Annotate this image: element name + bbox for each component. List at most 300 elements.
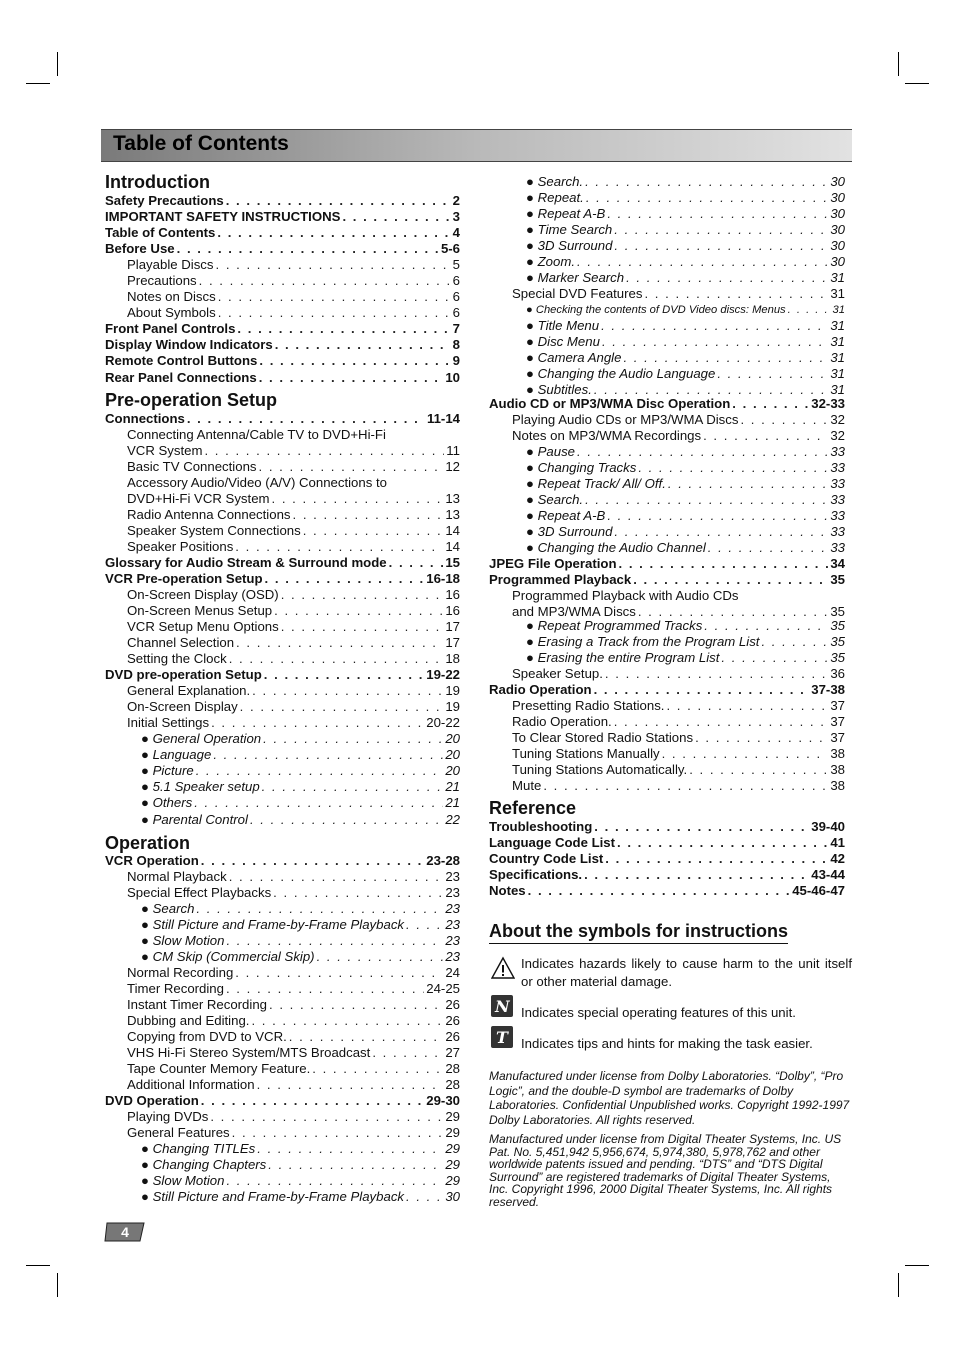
- toc-entry-title: ● Checking the contents of DVD Video discs: Menus: [526, 304, 786, 316]
- dot-leader: [372, 1045, 443, 1061]
- toc-entry-title: VCR Pre-operation Setup: [105, 571, 263, 586]
- tip-text: Indicates tips and hints for making the task easier.: [521, 1036, 813, 1051]
- toc-entry-page: 26: [445, 1029, 460, 1044]
- toc-entry-page: 23: [445, 901, 460, 916]
- toc-entry-page: 24-25: [426, 981, 460, 996]
- toc-entry[interactable]: [105, 853, 460, 869]
- toc-entry-title: ● Erasing the entire Program List: [526, 650, 720, 665]
- toc-entry[interactable]: [127, 523, 460, 539]
- toc-entry[interactable]: [105, 667, 460, 683]
- toc-entry-page: 31: [830, 350, 845, 365]
- toc-entry-title: Initial Settings: [127, 715, 210, 730]
- toc-entry[interactable]: [127, 1125, 460, 1141]
- toc-entry[interactable]: [141, 901, 460, 917]
- dot-leader: [666, 698, 828, 714]
- toc-entry-title: and MP3/WMA Discs: [512, 604, 636, 619]
- toc-entry[interactable]: [141, 1141, 460, 1157]
- tip-icon: [491, 1026, 513, 1048]
- toc-entry-title: Basic TV Connections: [127, 459, 257, 474]
- toc-entry-page: 17: [445, 619, 460, 634]
- toc-entry[interactable]: [127, 273, 460, 289]
- toc-entry[interactable]: [526, 492, 845, 508]
- toc-entry-title: Precautions: [127, 273, 197, 288]
- toc-entry-title: Playing DVDs: [127, 1109, 209, 1124]
- dot-leader: [614, 714, 829, 730]
- toc-entry[interactable]: [141, 763, 460, 779]
- toc-entry-page: 2: [452, 193, 460, 208]
- toc-entry-title: ● Parental Control: [141, 812, 248, 827]
- toc-entry-page: 26: [445, 1013, 460, 1028]
- toc-entry-title: Notes: [489, 883, 526, 898]
- dot-leader: [585, 492, 828, 508]
- toc-entry[interactable]: [127, 1013, 460, 1029]
- toc-entry-page: 43-44: [811, 867, 845, 882]
- toc-entry[interactable]: [512, 714, 845, 730]
- toc-entry[interactable]: [105, 225, 460, 241]
- toc-entry[interactable]: [141, 917, 460, 933]
- toc-entry-title: ● Slow Motion: [141, 1173, 225, 1188]
- toc-entry-title: Radio Operation.: [512, 714, 612, 729]
- toc-entry-title: ● Changing the Audio Language: [526, 366, 716, 381]
- toc-entry-title: Rear Panel Connections: [105, 370, 257, 385]
- toc-entry[interactable]: [512, 286, 845, 302]
- dot-leader: [605, 666, 828, 682]
- toc-entry[interactable]: [105, 353, 460, 369]
- toc-entry-page: 14: [445, 539, 460, 554]
- toc-entry-title: General Explanation.: [127, 683, 251, 698]
- toc-entry-page: 33: [830, 508, 845, 523]
- toc-entry-page: 9: [452, 353, 460, 368]
- toc-entry-title: ● Changing Tracks: [526, 460, 637, 475]
- toc-entry[interactable]: [141, 1189, 460, 1205]
- toc-entry-title: ● Marker Search: [526, 270, 625, 285]
- toc-entry[interactable]: [141, 812, 460, 828]
- toc-entry[interactable]: [526, 174, 845, 190]
- toc-entry-title: Front Panel Controls: [105, 321, 236, 336]
- toc-entry-page: 10: [445, 370, 460, 385]
- toc-entry-page: 24: [445, 965, 460, 980]
- page-number: 4: [121, 1224, 129, 1240]
- dot-leader: [274, 603, 443, 619]
- toc-entry-page: 14: [445, 523, 460, 538]
- toc-entry-title: ● Changing the Audio Channel: [526, 540, 706, 555]
- toc-entry[interactable]: [127, 539, 460, 555]
- toc-entry-page: 11-14: [426, 411, 460, 426]
- toc-entry[interactable]: [127, 981, 460, 997]
- toc-entry[interactable]: [141, 1157, 460, 1173]
- crop-mark: [905, 83, 929, 84]
- toc-entry-page: 30: [830, 222, 845, 237]
- toc-entry-page: 15: [445, 555, 460, 570]
- toc-entry-page: 29-30: [426, 1093, 460, 1108]
- dot-leader: [619, 556, 829, 572]
- toc-entry-title: General Features: [127, 1125, 230, 1140]
- toc-entry-page: 30: [830, 190, 845, 205]
- toc-entry-title: Presetting Radio Stations.: [512, 698, 665, 713]
- toc-entry[interactable]: [105, 337, 460, 353]
- toc-entry[interactable]: [127, 619, 460, 635]
- toc-entry[interactable]: [526, 190, 845, 206]
- toc-entry-page: 22: [445, 812, 460, 827]
- note-text: Indicates special operating features of this unit.: [521, 1005, 796, 1020]
- toc-entry[interactable]: [526, 444, 845, 460]
- toc-entry[interactable]: [526, 634, 845, 650]
- toc-entry[interactable]: [526, 540, 845, 556]
- svg-text:N: N: [495, 997, 510, 1016]
- dot-leader: [226, 193, 451, 209]
- dot-leader: [662, 746, 829, 762]
- toc-entry[interactable]: [512, 698, 845, 714]
- toc-entry-page: 33: [830, 540, 845, 555]
- toc-entry-page: 29: [445, 1157, 460, 1172]
- toc-entry-title: ● Repeat.: [526, 190, 584, 205]
- toc-entry[interactable]: [105, 411, 460, 427]
- dot-leader: [638, 460, 828, 476]
- toc-entry-page: 20-22: [426, 715, 460, 730]
- toc-entry[interactable]: [141, 731, 460, 747]
- crop-mark: [57, 52, 58, 76]
- dot-leader: [194, 795, 443, 811]
- toc-entry[interactable]: [141, 795, 460, 811]
- dot-leader: [177, 241, 439, 257]
- dot-leader: [218, 289, 451, 305]
- dot-leader: [689, 762, 828, 778]
- dot-leader: [235, 539, 443, 555]
- dot-leader: [272, 491, 444, 507]
- dot-leader: [281, 587, 444, 603]
- toc-entry-page: 20: [445, 731, 460, 746]
- toc-entry-title: Special DVD Features: [512, 286, 643, 301]
- toc-entry[interactable]: [141, 779, 460, 795]
- toc-entry-page: 21: [445, 779, 460, 794]
- toc-entry[interactable]: [127, 587, 460, 603]
- toc-entry[interactable]: [526, 524, 845, 540]
- toc-entry-page: 28: [445, 1061, 460, 1076]
- toc-entry-page: 35: [830, 604, 845, 619]
- dot-leader: [281, 619, 444, 635]
- toc-entry-page: 13: [445, 491, 460, 506]
- dot-leader: [703, 428, 828, 444]
- dot-leader: [626, 270, 828, 286]
- toc-entry[interactable]: [105, 555, 460, 571]
- toc-entry[interactable]: [526, 350, 845, 366]
- toc-entry[interactable]: [526, 334, 845, 350]
- toc-entry[interactable]: [127, 305, 460, 321]
- toc-entry-page: 33: [830, 444, 845, 459]
- toc-entry[interactable]: [105, 321, 460, 337]
- toc-entry-title: Tuning Stations Manually: [512, 746, 660, 761]
- toc-entry[interactable]: [489, 682, 845, 698]
- toc-entry-page: 41: [830, 835, 845, 850]
- dot-leader: [602, 334, 828, 350]
- toc-entry-title: Language Code List: [489, 835, 616, 850]
- toc-entry[interactable]: [127, 965, 460, 981]
- toc-entry[interactable]: [526, 302, 845, 318]
- dot-leader: [235, 965, 443, 981]
- dot-leader: [607, 508, 828, 524]
- toc-entry[interactable]: [127, 715, 460, 731]
- crop-mark: [898, 1273, 899, 1297]
- toc-entry[interactable]: [141, 1173, 460, 1189]
- toc-entry-page: 35: [830, 650, 845, 665]
- dot-leader: [761, 634, 828, 650]
- crop-mark: [26, 1265, 50, 1266]
- toc-entry[interactable]: [526, 460, 845, 476]
- dot-leader: [257, 1141, 443, 1157]
- toc-entry-title: Copying from DVD to VCR.: [127, 1029, 287, 1044]
- toc-entry-page: 31: [830, 334, 845, 349]
- dot-leader: [240, 699, 444, 715]
- dot-leader: [226, 981, 424, 997]
- toc-entry-page: 35: [830, 618, 845, 633]
- dot-leader: [226, 933, 443, 949]
- warning-icon: [491, 956, 515, 980]
- dot-leader: [594, 682, 810, 698]
- toc-entry-title: ● Title Menu: [526, 318, 600, 333]
- toc-entry[interactable]: [512, 778, 845, 794]
- toc-entry[interactable]: [127, 289, 460, 305]
- toc-entry-title: IMPORTANT SAFETY INSTRUCTIONS: [105, 209, 341, 224]
- dot-leader: [577, 444, 828, 460]
- toc-entry[interactable]: [526, 206, 845, 222]
- toc-entry[interactable]: [489, 556, 845, 572]
- toc-entry[interactable]: [526, 650, 845, 666]
- toc-entry-page: 21: [445, 795, 460, 810]
- toc-entry-title: ● 5.1 Speaker setup: [141, 779, 260, 794]
- toc-entry-page: 13: [445, 507, 460, 522]
- dot-leader: [232, 1125, 444, 1141]
- toc-entry-title: Country Code List: [489, 851, 604, 866]
- toc-entry[interactable]: [489, 867, 845, 883]
- toc-entry[interactable]: [141, 747, 460, 763]
- toc-entry[interactable]: [489, 851, 845, 867]
- toc-entry[interactable]: [127, 869, 460, 885]
- toc-entry[interactable]: [127, 1077, 460, 1093]
- toc-entry-title: Setting the Clock: [127, 651, 227, 666]
- toc-entry-page: 23: [445, 933, 460, 948]
- toc-entry-title: ● Language: [141, 747, 212, 762]
- toc-entry-page: 37: [830, 730, 845, 745]
- toc-entry-page: 6: [452, 305, 460, 320]
- dot-leader: [406, 917, 443, 933]
- toc-entry-page: 38: [830, 778, 845, 793]
- toc-entry-page: 29: [445, 1141, 460, 1156]
- section-heading: Operation: [105, 833, 191, 853]
- toc-entry-title: To Clear Stored Radio Stations: [512, 730, 694, 745]
- dot-leader: [617, 835, 828, 851]
- toc-entry-title: Playing Audio CDs or MP3/WMA Discs: [512, 412, 739, 427]
- toc-entry[interactable]: [512, 412, 845, 428]
- toc-entry[interactable]: [127, 651, 460, 667]
- dot-leader: [342, 209, 450, 225]
- dot-leader: [216, 257, 451, 273]
- toc-entry-title: ● 3D Surround: [526, 238, 613, 253]
- toc-entry-title: Dubbing and Editing.: [127, 1013, 250, 1028]
- dot-leader: [217, 225, 450, 241]
- toc-entry-title: ● Repeat A-B: [526, 206, 606, 221]
- toc-entry[interactable]: [127, 443, 460, 459]
- toc-entry[interactable]: [489, 883, 845, 899]
- toc-entry-title: Radio Operation: [489, 682, 592, 697]
- dot-leader: [229, 651, 444, 667]
- toc-entry-page: 29: [445, 1109, 460, 1124]
- toc-entry[interactable]: [512, 730, 845, 746]
- toc-entry-title: DVD pre-operation Setup: [105, 667, 262, 682]
- toc-entry-line: Accessory Audio/Video (A/V) Connections to: [127, 475, 387, 490]
- toc-entry[interactable]: [105, 571, 460, 587]
- dot-leader: [251, 1013, 443, 1029]
- toc-entry[interactable]: [489, 819, 845, 835]
- toc-entry[interactable]: [512, 666, 845, 682]
- symbols-heading: About the symbols for instructions: [489, 921, 788, 944]
- toc-entry-title: ● Picture: [141, 763, 194, 778]
- toc-entry-title: Before Use: [105, 241, 175, 256]
- dot-leader: [740, 412, 828, 428]
- toc-entry-title: Glossary for Audio Stream & Surround mode: [105, 555, 387, 570]
- toc-entry[interactable]: [105, 1093, 460, 1109]
- toc-entry-page: 16-18: [426, 571, 460, 586]
- toc-entry-page: 20: [445, 763, 460, 778]
- toc-entry-page: 32: [830, 412, 845, 427]
- dot-leader: [252, 683, 443, 699]
- toc-entry[interactable]: [105, 193, 460, 209]
- toc-entry[interactable]: [127, 1045, 460, 1061]
- toc-entry[interactable]: [526, 318, 845, 334]
- toc-entry-page: 30: [830, 206, 845, 221]
- dot-leader: [528, 883, 791, 899]
- toc-entry-page: 42: [830, 851, 845, 866]
- dot-leader: [586, 190, 829, 206]
- toc-entry-page: 30: [830, 238, 845, 253]
- toc-entry-title: Troubleshooting: [489, 819, 593, 834]
- toc-entry[interactable]: [526, 270, 845, 286]
- dot-leader: [695, 730, 828, 746]
- title-banner: [101, 129, 852, 162]
- toc-entry-title: VCR Setup Menu Options: [127, 619, 279, 634]
- toc-entry[interactable]: [127, 699, 460, 715]
- toc-entry-page: 33: [830, 492, 845, 507]
- toc-entry-title: ● Still Picture and Frame-by-Frame Playback: [141, 1189, 405, 1204]
- toc-entry[interactable]: [127, 683, 460, 699]
- dot-leader: [211, 715, 424, 731]
- toc-entry[interactable]: [127, 257, 460, 273]
- dot-leader: [236, 635, 443, 651]
- toc-entry[interactable]: [127, 459, 460, 475]
- toc-entry[interactable]: [127, 1109, 460, 1125]
- dot-leader: [293, 507, 444, 523]
- toc-entry-page: 4: [452, 225, 460, 240]
- toc-entry[interactable]: [127, 491, 460, 507]
- toc-entry[interactable]: [105, 370, 460, 386]
- toc-entry-page: 19: [445, 699, 460, 714]
- dot-leader: [273, 885, 443, 901]
- toc-entry[interactable]: [526, 366, 845, 382]
- toc-entry-title: Normal Playback: [127, 869, 227, 884]
- dot-leader: [644, 286, 828, 302]
- toc-entry-title: ● Subtitles.: [526, 382, 592, 397]
- toc-entry[interactable]: [512, 746, 845, 762]
- dot-leader: [704, 618, 828, 634]
- toc-entry-title: Notes on MP3/WMA Recordings: [512, 428, 702, 443]
- toc-entry[interactable]: [489, 572, 845, 588]
- dot-leader: [585, 174, 828, 190]
- toc-entry-page: 37-38: [811, 682, 845, 697]
- toc-entry-title: DVD+Hi-Fi VCR System: [127, 491, 270, 506]
- toc-entry-page: 7: [452, 321, 460, 336]
- toc-entry[interactable]: [526, 508, 845, 524]
- toc-entry-title: DVD Operation: [105, 1093, 199, 1108]
- toc-entry-page: 32-33: [811, 396, 845, 411]
- toc-entry[interactable]: [526, 254, 845, 270]
- toc-entry-title: On-Screen Display (OSD): [127, 587, 279, 602]
- dot-leader: [259, 370, 444, 386]
- toc-entry-page: 23: [445, 869, 460, 884]
- toc-entry-page: 16: [445, 587, 460, 602]
- toc-entry-title: Speaker Positions: [127, 539, 234, 554]
- toc-entry[interactable]: [526, 618, 845, 634]
- toc-entry-title: On-Screen Display: [127, 699, 238, 714]
- toc-entry-page: 35: [830, 572, 845, 587]
- dot-leader: [259, 459, 444, 475]
- toc-entry-page: 3: [452, 209, 460, 224]
- toc-entry[interactable]: [512, 428, 845, 444]
- toc-entry[interactable]: [526, 222, 845, 238]
- toc-entry[interactable]: [489, 835, 845, 851]
- toc-entry-title: VCR Operation: [105, 853, 199, 868]
- toc-entry-page: 32: [830, 428, 845, 443]
- toc-entry[interactable]: [127, 507, 460, 523]
- toc-entry-title: Audio CD or MP3/WMA Disc Operation: [489, 396, 731, 411]
- toc-entry-page: 23: [445, 917, 460, 932]
- toc-entry[interactable]: [127, 635, 460, 651]
- toc-entry[interactable]: [127, 1029, 460, 1045]
- toc-entry[interactable]: [526, 476, 845, 492]
- toc-entry-page: 18: [445, 651, 460, 666]
- toc-entry-page: 16: [445, 603, 460, 618]
- dot-leader: [218, 305, 451, 321]
- toc-entry-title: ● Pause: [526, 444, 576, 459]
- toc-entry[interactable]: [127, 997, 460, 1013]
- toc-entry-page: 8: [452, 337, 460, 352]
- toc-entry[interactable]: [512, 762, 845, 778]
- dot-leader: [237, 321, 450, 337]
- dot-leader: [406, 1189, 443, 1205]
- toc-entry[interactable]: [105, 209, 460, 225]
- toc-entry[interactable]: [489, 396, 845, 412]
- toc-entry[interactable]: [141, 949, 460, 965]
- dot-leader: [614, 524, 828, 540]
- toc-entry-title: Radio Antenna Connections: [127, 507, 291, 522]
- dot-leader: [204, 443, 444, 459]
- toc-entry[interactable]: [127, 885, 460, 901]
- toc-entry-page: 6: [452, 273, 460, 288]
- dot-leader: [623, 350, 828, 366]
- toc-entry[interactable]: [127, 1061, 460, 1077]
- toc-entry[interactable]: [526, 238, 845, 254]
- toc-entry[interactable]: [141, 933, 460, 949]
- dot-leader: [614, 222, 828, 238]
- toc-entry-title: Timer Recording: [127, 981, 224, 996]
- dot-leader: [226, 1173, 443, 1189]
- dot-leader: [788, 302, 831, 318]
- note-icon: [491, 995, 513, 1017]
- toc-entry-title: ● Erasing a Track from the Program List: [526, 634, 760, 649]
- toc-entry-page: 31: [830, 318, 845, 333]
- toc-entry[interactable]: [105, 241, 460, 257]
- toc-entry[interactable]: [127, 603, 460, 619]
- toc-entry-page: 29: [445, 1173, 460, 1188]
- toc-entry-title: Remote Control Buttons: [105, 353, 258, 368]
